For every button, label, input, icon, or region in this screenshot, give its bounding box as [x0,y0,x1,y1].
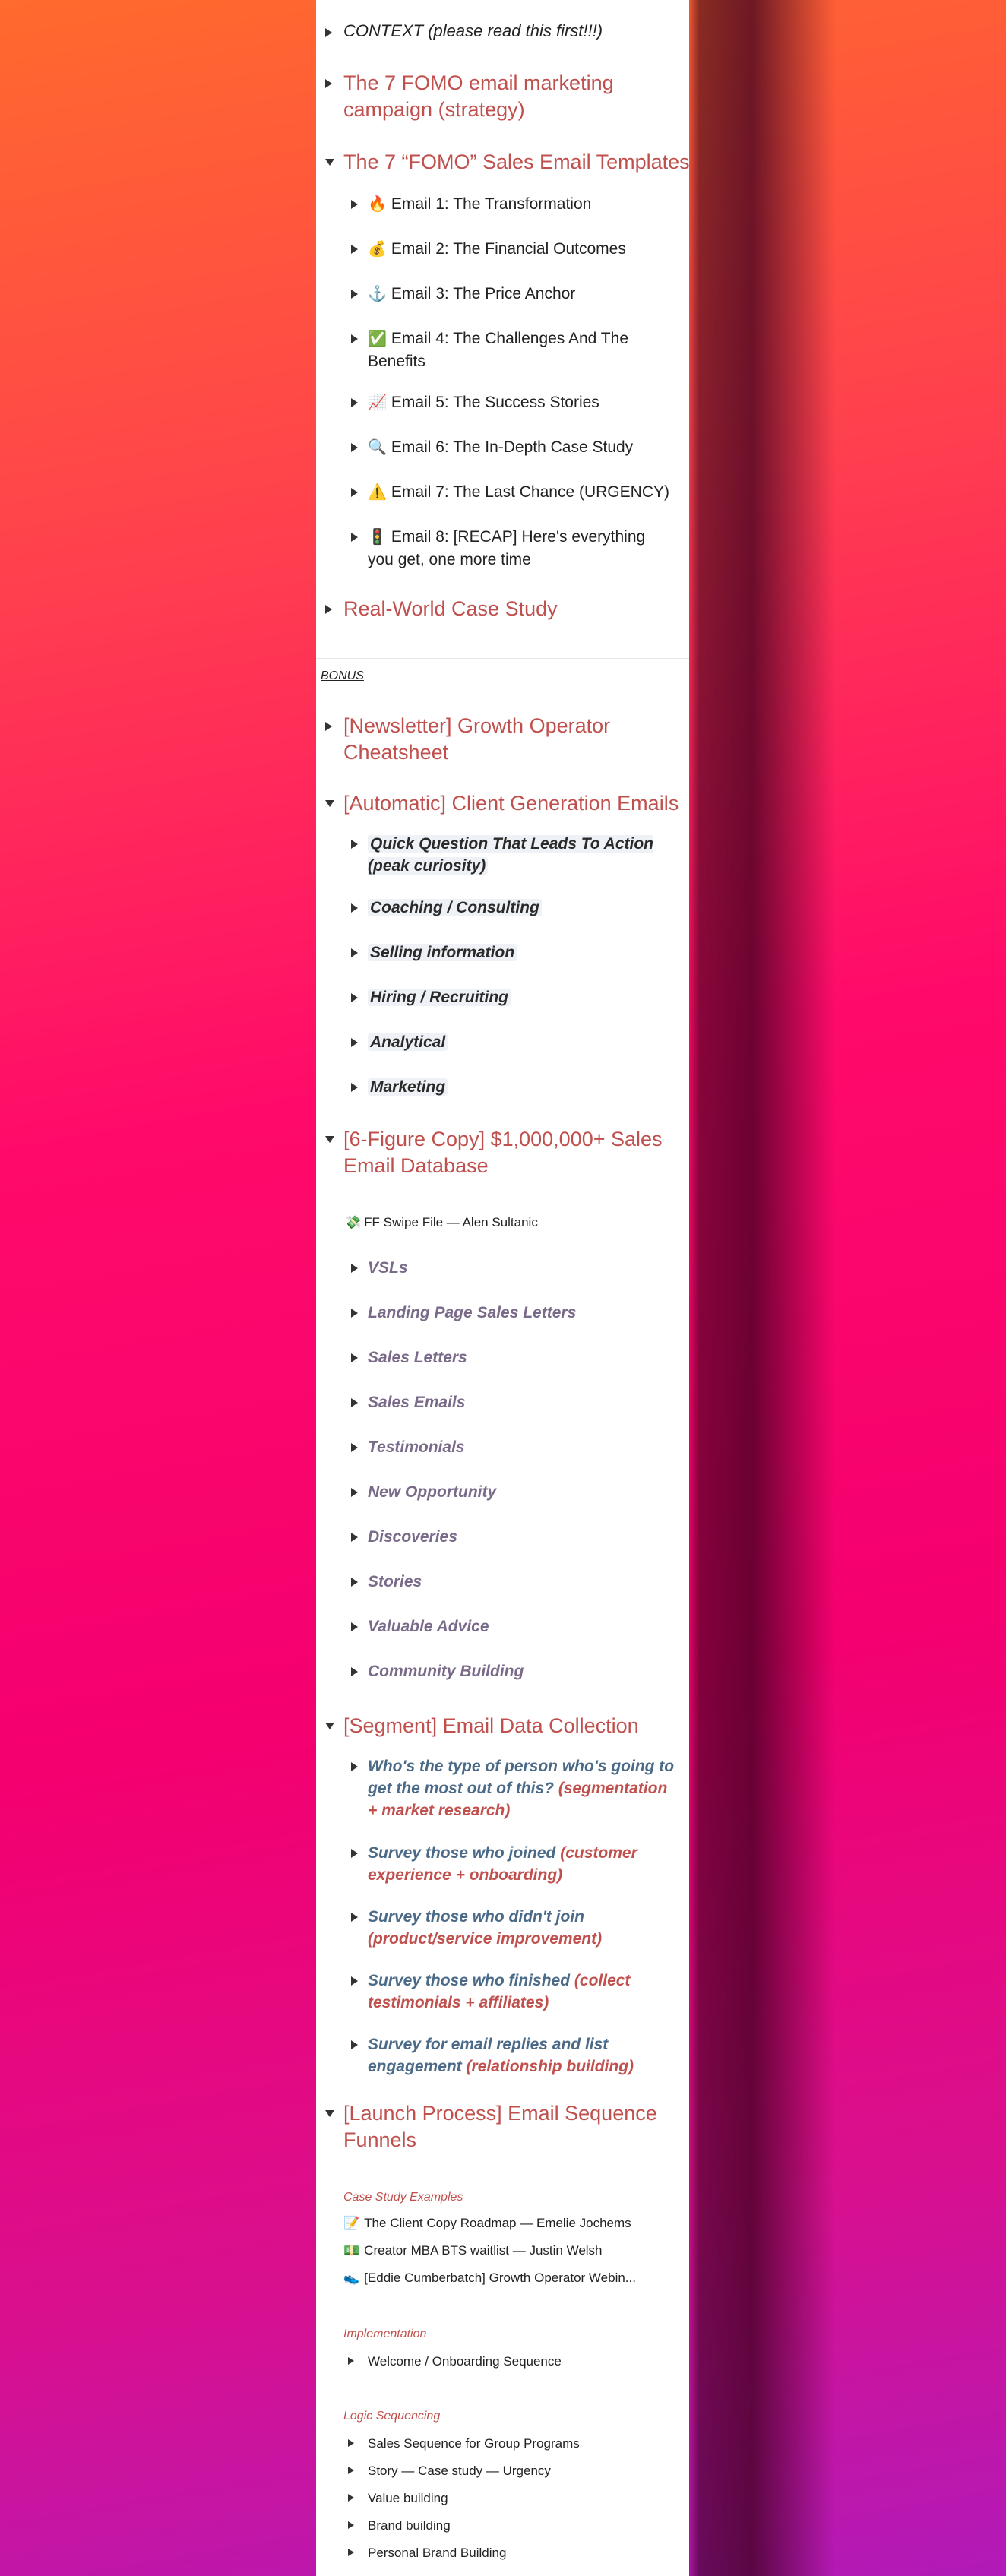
case-example-text: [Eddie Cumberbatch] Growth Operator Webin... [364,2271,636,2285]
toggle-arrow-icon[interactable] [325,1136,334,1143]
toggle-arrow-icon[interactable] [348,2494,354,2502]
toggle-arrow-icon[interactable] [325,2110,334,2117]
survey-note-text: (relationship building) [466,2058,634,2075]
template-emoji-icon: 💰 [368,241,387,258]
database-item-label: Landing Page Sales Letters [368,1304,577,1321]
impl-caption: Implementation [343,2328,427,2340]
client-email-text: Coaching / Consulting [368,899,542,916]
case-example-label [343,2269,636,2287]
toggle-arrow-icon[interactable] [351,488,358,497]
survey-item-label [368,1755,679,1821]
toggle-arrow-icon[interactable] [351,2040,358,2049]
toggle-arrow-icon[interactable] [351,1398,358,1407]
divider [316,658,689,659]
toggle-arrow-icon[interactable] [351,1913,358,1922]
toggle-arrow-icon[interactable] [351,1667,358,1676]
toggle-arrow-icon[interactable] [351,398,358,407]
toggle-arrow-icon[interactable] [348,2467,354,2474]
survey-main-text: Survey those who joined [368,1844,556,1862]
toggle-arrow-icon[interactable] [351,1849,358,1858]
template-item-label [368,526,672,571]
toggle-arrow-icon[interactable] [351,1353,358,1362]
survey-note-text: (customer experience + onboarding) [368,1844,637,1884]
toggle-arrow-icon[interactable] [325,1723,334,1729]
database-item-label: Discoveries [368,1528,457,1546]
survey-note-text: (collect testimonials + affiliates) [368,1972,631,2011]
template-emoji-icon: 🔍 [368,439,387,456]
survey-main-text: Survey for email replies and list engagement [368,2036,609,2075]
toggle-arrow-icon[interactable] [351,1533,358,1542]
template-item-label [368,283,672,305]
template-text: Email 7: The Last Chance (URGENCY) [391,483,669,501]
money-icon: 💸 [345,1215,362,1229]
client-email-text: Marketing [368,1078,448,1096]
toggle-arrow-icon[interactable] [348,2357,354,2365]
toggle-arrow-icon[interactable] [325,800,334,807]
case-example-icon: 👟 [343,2271,360,2285]
client-email-text: Hiring / Recruiting [368,989,511,1006]
toggle-arrow-icon[interactable] [351,1578,358,1587]
template-emoji-icon: ⚓ [368,286,387,302]
logic-item-label: Personal Brand Building [368,2546,507,2560]
toggle-arrow-icon[interactable] [351,1083,358,1092]
toggle-arrow-icon[interactable] [351,1443,358,1452]
toggle-arrow-icon[interactable] [351,533,358,542]
case-example-label [343,2214,631,2233]
survey-item-label [368,2033,679,2078]
database-item-label: Sales Emails [368,1394,466,1411]
client-email-text: Analytical [368,1033,448,1051]
toggle-arrow-icon[interactable] [351,1038,358,1047]
toggle-arrow-icon[interactable] [325,28,332,37]
survey-item-label [368,1842,679,1886]
template-emoji-icon: ✅ [368,331,387,347]
client-email-label [368,1031,672,1053]
template-text: Email 1: The Transformation [391,195,592,213]
toggle-arrow-icon[interactable] [351,334,358,343]
template-item-label [368,436,672,459]
toggle-arrow-icon[interactable] [325,79,332,88]
toggle-arrow-icon[interactable] [351,245,358,254]
toggle-arrow-icon[interactable] [351,993,358,1002]
toggle-label: [Launch Process] Email Sequence Funnels [343,2102,657,2151]
logic-item-label: Sales Sequence for Group Programs [368,2436,580,2451]
client-email-label [368,941,672,964]
toggle-arrow-icon[interactable] [325,722,332,731]
template-text: Email 3: The Price Anchor [391,285,576,302]
template-item-label [368,481,672,504]
database-item-label: Community Building [368,1663,524,1680]
template-text: Email 5: The Success Stories [391,394,599,411]
template-text: Email 2: The Financial Outcomes [391,240,626,258]
database-item-label: VSLs [368,1259,408,1277]
toggle-arrow-icon[interactable] [351,1762,358,1771]
template-text: Email 4: The Challenges And The Benefits [368,330,628,370]
template-emoji-icon: 🔥 [368,196,387,213]
toggle-arrow-icon[interactable] [351,1264,358,1273]
toggle-arrow-icon[interactable] [348,2549,354,2556]
database-item-label: Stories [368,1573,422,1590]
toggle-arrow-icon[interactable] [351,948,358,957]
toggle-arrow-icon[interactable] [351,1488,358,1497]
template-item-label [368,238,672,261]
toggle-arrow-icon[interactable] [325,159,334,166]
logic-caption: Logic Sequencing [343,2410,441,2423]
database-item-label: Sales Letters [368,1349,467,1366]
toggle-arrow-icon[interactable] [351,1622,358,1631]
toggle-label: The 7 FOMO email marketing campaign (strategy) [343,71,614,121]
logic-item-label: Story — Case study — Urgency [368,2464,551,2478]
toggle-label: [Newsletter] Growth Operator Cheatsheet [343,714,611,764]
case-example-text: The Client Copy Roadmap — Emelie Jochems [364,2216,631,2230]
swipe-file-label: FF Swipe File — Alen Sultanic [364,1215,538,1229]
toggle-label: [Automatic] Client Generation Emails [343,792,679,815]
case-example-icon: 💵 [343,2243,360,2258]
template-text: Email 8: [RECAP] Here's everything you get, one more time [368,528,646,568]
logic-item-label: Brand building [368,2518,451,2533]
database-item-label: Testimonials [368,1438,465,1456]
toggle-arrow-icon[interactable] [348,2439,354,2447]
content-panel [316,0,689,2576]
template-item-label [368,193,672,216]
toggle-label: [Segment] Email Data Collection [343,1714,639,1737]
toggle-arrow-icon[interactable] [348,2521,354,2529]
toggle-label: The 7 “FOMO” Sales Email Templates [343,150,690,173]
template-item-label [368,391,672,414]
case-caption: Case Study Examples [343,2191,463,2204]
client-email-text: Quick Question That Leads To Action (peak curiosity) [368,835,653,875]
toggle-arrow-icon[interactable] [351,443,358,452]
template-emoji-icon: 🚦 [368,529,387,546]
bonus-label: BONUS [321,669,364,682]
toggle-arrow-icon[interactable] [351,840,358,849]
logic-item-label: Value building [368,2491,448,2505]
toggle-arrow-icon[interactable] [351,200,358,209]
survey-main-text: Survey those who didn't join [368,1908,585,1926]
toggle-arrow-icon[interactable] [351,903,358,913]
toggle-label: CONTEXT (please read this first!!!) [343,21,603,40]
template-text: Email 6: The In-Depth Case Study [391,438,634,456]
toggle-label: Real-World Case Study [343,597,558,620]
template-item-label [368,328,672,372]
implementation-item-label: Welcome / Onboarding Sequence [368,2354,562,2369]
database-item-label: Valuable Advice [368,1618,489,1635]
client-email-label [368,897,672,919]
client-email-label [368,833,672,877]
toggle-arrow-icon[interactable] [351,290,358,299]
client-email-label [368,1076,672,1098]
template-emoji-icon: 📈 [368,394,387,411]
toggle-label: [6-Figure Copy] $1,000,000+ Sales Email Database [343,1128,663,1177]
template-emoji-icon: ⚠️ [368,484,387,501]
case-example-icon: 📝 [343,2216,360,2230]
toggle-arrow-icon[interactable] [351,1976,358,1986]
case-example-text: Creator MBA BTS waitlist — Justin Welsh [364,2243,603,2258]
toggle-arrow-icon[interactable] [325,605,332,614]
survey-note-text: (product/service improvement) [368,1930,603,1948]
survey-item-label [368,1906,679,1950]
survey-item-label [368,1970,679,2014]
survey-main-text: Who's the type of person who's going to get the most out of this? [368,1758,675,1797]
database-item-label: New Opportunity [368,1483,497,1501]
survey-note-text: (segmentation + market research) [368,1780,668,1819]
client-email-text: Selling information [368,944,517,961]
survey-main-text: Survey those who finished [368,1972,571,1989]
client-email-label [368,986,672,1008]
toggle-arrow-icon[interactable] [351,1309,358,1318]
case-example-label [343,2242,603,2260]
